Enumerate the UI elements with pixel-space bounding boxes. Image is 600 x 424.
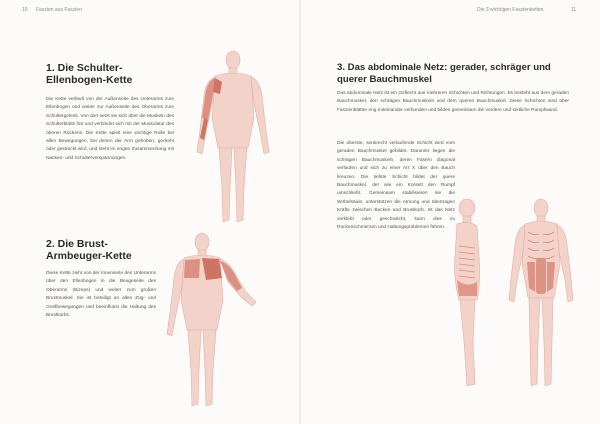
- abdominal-front-view-figure: [501, 196, 581, 396]
- right-page: [301, 0, 600, 424]
- section1-title-line1: 1. Die Schulter-: [46, 62, 123, 74]
- section3-body-1: Das abdominale Netz ist ein Geflecht aus mehreren Schichten und Richtungen. Es besteht aus dem geraden Bauchmuskel, den schrägen Bauchmuskeln und dem queren Bauchmuskel. Diese Schichten sind über Faszienblätter eng miteinander verbunden und bilden gemeinsam die vordere und seitliche Rumpfwand.: [337, 91, 569, 113]
- section3-title-line2: querer Bauchmuskel: [337, 74, 432, 85]
- chest-arm-flexor-chain-figure: [162, 228, 262, 418]
- section2-body: Diese Kette zieht von der Innenseite des Unterarms über den Ellenbogen in die Beugeseite des Oberarms (Bizeps) und weiter zum großen Brustmuskel. Sie ist beteiligt an allen Zug- und Greifbewegungen und beeinflusst die Haltung des Brustkorbs.: [46, 271, 156, 319]
- right-page-number: 11: [571, 7, 577, 13]
- shoulder-elbow-chain-figure: [188, 48, 278, 228]
- section1-title: [46, 62, 132, 86]
- section2-title-line2: Armbeuger-Kette: [46, 250, 132, 262]
- section1-body: Die Kette verläuft von der Außenseite des Unterarms zum Ellenbogen und weiter zur Außenseite des Oberarms zum Schultergelenk. Von dort setzt sie sich über die Muskeln des Schulterblatts fort und verbindet sich mit der Muskulatur des oberen Rückens. Die Kette spielt eine wichtige Rolle bei allen Bewegungen, bei denen der Arm gehoben, gedreht oder gestreckt wird, und steht im engen Zusammenhang mit Nacken- und Schulterverspannungen.: [46, 97, 174, 161]
- section3-body-2: Die oberste, senkrecht verlaufende Schicht wird vom geraden Bauchmuskel gebildet. Darunter liegen die schrägen Bauchmuskeln, deren Fasern diagonal verlaufen und sich zu einer Art X über den Bauch kreuzen. Die tiefste Schicht bildet der quere Bauchmuskel, der wie ein Korsett den Rumpf umschließt. Gemeinsam stabilisieren sie die Wirbelsäule, unterstützen die Atmung und übertragen Kräfte zwischen Becken und Brustkorb. Ist das Netz verklebt oder geschwächt, kann dies zu Rückenschmerzen und Haltungsproblemen führen.: [337, 141, 455, 231]
- left-running-title: Faszien aus Faszien: [36, 7, 82, 13]
- section3-title-line1: 3. Das abdominale Netz: gerader, schräger und: [337, 62, 551, 73]
- right-running-title: Die 3 wichtigen Faszienketten: [477, 7, 544, 13]
- left-page: [0, 0, 299, 424]
- left-page-number: 10: [22, 7, 28, 13]
- section1-title-line2: Ellenbogen-Kette: [46, 74, 133, 86]
- section3-title: [337, 62, 551, 86]
- abdominal-side-view-figure: [437, 196, 497, 396]
- section2-title-line1: 2. Die Brust-: [46, 238, 108, 250]
- section2-title: [46, 238, 132, 262]
